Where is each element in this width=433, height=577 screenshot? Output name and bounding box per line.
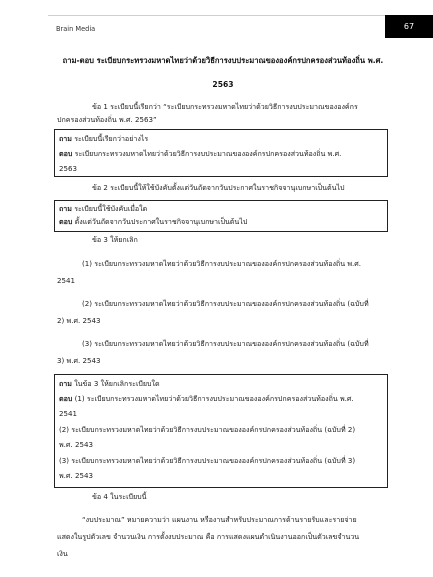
clause-4: ข้อ 4 ในระเบียบนี้ <box>92 492 147 501</box>
answer-text: ระเบียบกระทรวงมหาดไทยว่าด้วยวิธีการงบประมาณขององค์กรปกครองส่วนท้องถิ่น พ.ศ. <box>72 149 342 158</box>
qa-box-1 <box>54 129 388 177</box>
qa-box-1-answer-cont: 2563 <box>59 164 78 173</box>
definition-line-2: แสดงในรูปตัวเลข จำนวนเงิน การตั้งงบประมาณ คือ การแสดงแผนดำเนินงานออกเป็นตัวเลขจำนวน <box>57 532 360 541</box>
answer-label: ตอบ <box>59 149 73 158</box>
item-2-line-1: (2) ระเบียบกระทรวงมหาดไทยว่าด้วยวิธีการงบประมาณขององค์กรปกครองส่วนท้องถิ่น (ฉบับที่ <box>82 299 369 308</box>
qa-box-3-answer-1-cont: 2541 <box>59 409 78 418</box>
item-3-line-2: 3) พ.ศ. 2543 <box>57 356 101 365</box>
qa-box-1-answer <box>59 148 341 160</box>
item-2-line-2: 2) พ.ศ. 2543 <box>57 316 101 325</box>
answer-item-1: (1) ระเบียบกระทรวงมหาดไทยว่าด้วยวิธีการงบประมาณขององค์กรปกครองส่วนท้องถิ่น พ.ศ. <box>72 394 354 403</box>
qa-box-3-answer-2-cont: พ.ศ. 2543 <box>59 440 93 449</box>
qa-box-3 <box>54 374 388 488</box>
question-text: ในข้อ 3 ให้ยกเลิกระเบียบใด <box>71 379 160 388</box>
clause-2: ข้อ 2 ระเบียบนี้ให้ใช้บังคับตั้งแต่วันถัดจากวันประกาศในราชกิจจานุเบกษาเป็นต้นไป <box>92 183 345 192</box>
question-label: ถาม <box>59 379 72 388</box>
header-publisher: Brain Media <box>56 25 96 33</box>
question-text: ระเบียบนี้ใช้บังคับเมื่อใด <box>71 204 148 213</box>
item-1-line-2: 2541 <box>57 276 76 285</box>
qa-box-3-question <box>59 378 160 390</box>
qa-box-2-answer <box>59 216 247 228</box>
answer-text: ตั้งแต่วันถัดจากวันประกาศในราชกิจจานุเบกษาเป็นต้นไป <box>72 217 248 226</box>
qa-box-2 <box>54 200 388 232</box>
question-label: ถาม <box>59 134 72 143</box>
definition-line-1: “งบประมาณ” หมายความว่า แผนงาน หรืองานสำหรับประมาณการด้านรายรับและรายจ่าย <box>82 515 357 524</box>
answer-label: ตอบ <box>59 217 73 226</box>
qa-box-3-answer-2: (2) ระเบียบกระทรวงมหาดไทยว่าด้วยวิธีการงบประมาณขององค์กรปกครองส่วนท้องถิ่น (ฉบับที่ 2) <box>59 425 356 434</box>
qa-box-1-question <box>59 133 148 145</box>
clause-3: ข้อ 3 ให้ยกเลิก <box>92 235 138 244</box>
document-title <box>58 49 388 97</box>
question-label: ถาม <box>59 204 72 213</box>
question-text: ระเบียบนี้เรียกว่าอย่างไร <box>71 134 149 143</box>
answer-label: ตอบ <box>59 394 73 403</box>
clause-1-line-1: ข้อ 1 ระเบียบนี้เรียกว่า “ระเบียบกระทรวงมหาดไทยว่าด้วยวิธีการงบประมาณขององค์กร <box>92 102 358 111</box>
qa-box-3-answer-3-cont: พ.ศ. 2543 <box>59 471 93 480</box>
qa-box-3-answer-3: (3) ระเบียบกระทรวงมหาดไทยว่าด้วยวิธีการงบประมาณขององค์กรปกครองส่วนท้องถิ่น (ฉบับที่ 3) <box>59 456 356 465</box>
item-1-line-1: (1) ระเบียบกระทรวงมหาดไทยว่าด้วยวิธีการงบประมาณขององค์กรปกครองส่วนท้องถิ่น พ.ศ. <box>82 259 362 268</box>
title-line-2: 2563 <box>212 80 234 89</box>
title-line-1: ถาม-ตอบ ระเบียบกระทรวงมหาดไทยว่าด้วยวิธีการงบประมาณขององค์กรปกครองส่วนท้องถิ่น พ.ศ. <box>62 56 384 65</box>
item-3-line-1: (3) ระเบียบกระทรวงมหาดไทยว่าด้วยวิธีการงบประมาณขององค์กรปกครองส่วนท้องถิ่น (ฉบับที่ <box>82 339 369 348</box>
qa-box-2-question <box>59 203 147 215</box>
clause-1-line-2: ปกครองส่วนท้องถิ่น พ.ศ. 2563” <box>57 115 157 124</box>
page-number: 67 <box>385 15 433 38</box>
header-rule <box>48 15 385 39</box>
definition-line-3: เงิน <box>57 549 68 558</box>
qa-box-3-answer-1 <box>59 393 354 405</box>
